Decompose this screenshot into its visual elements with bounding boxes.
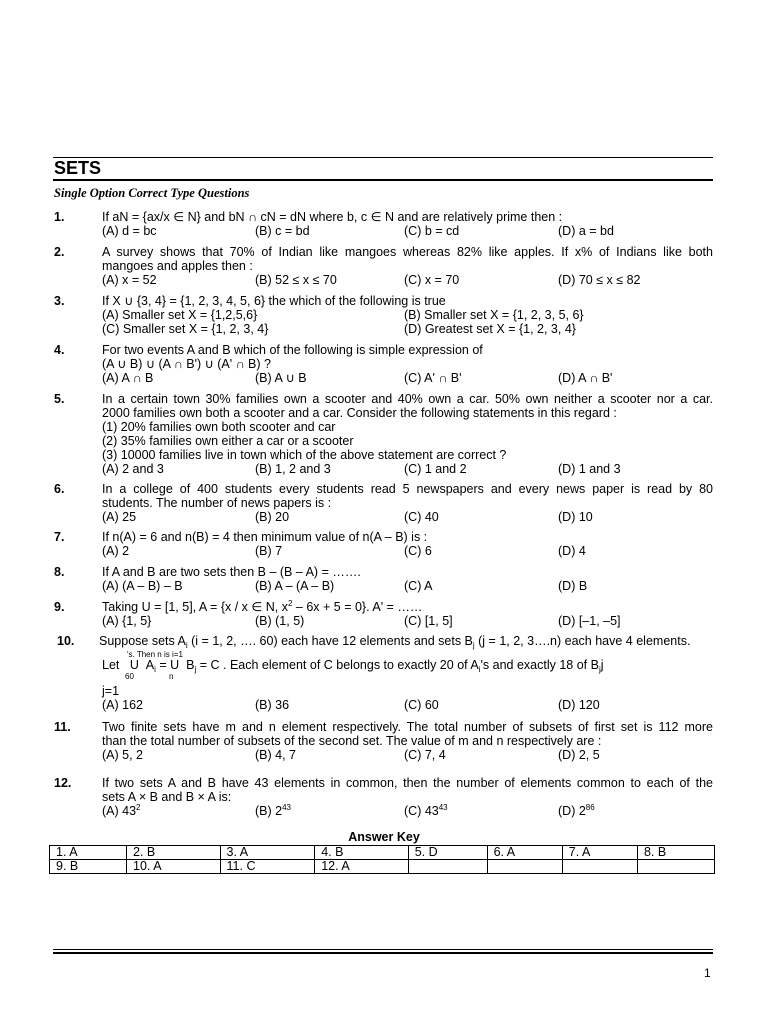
option-b: (B) 1, 2 and 3 xyxy=(255,462,331,476)
option-d: (D) 1 and 3 xyxy=(558,462,621,476)
option-b: (B) 20 xyxy=(255,510,290,524)
question-number: 2. xyxy=(54,245,65,259)
question-text: If n(A) = 6 and n(B) = 4 then minimum value of n(A – B) is : xyxy=(102,530,428,544)
answer-cell xyxy=(487,860,562,874)
question-text: In a college of 400 students every students read 5 newspapers and every news paper is read by 80 xyxy=(102,482,713,496)
option-d: (D) a = bd xyxy=(558,224,614,238)
answer-cell xyxy=(637,860,714,874)
question-text: 2000 families own both a scooter and a car. Consider the following statements in this regard : xyxy=(102,406,617,420)
option-a: (A) d = bc xyxy=(102,224,157,238)
statement-1: (1) 20% families own both scooter and car xyxy=(102,420,336,434)
option-d: (D) 2, 5 xyxy=(558,748,600,762)
question-number: 3. xyxy=(54,294,65,308)
option-a: (A) Smaller set X = {1,2,5,6} xyxy=(102,308,258,322)
question-number: 9. xyxy=(54,600,65,614)
option-a: (A) $43^2$ xyxy=(102,803,141,818)
question-text: mangoes and apples then : xyxy=(102,259,253,273)
option-d: (D) 10 xyxy=(558,510,593,524)
section-subtitle: Single Option Correct Type Questions xyxy=(54,186,250,200)
question-number: 7. xyxy=(54,530,65,544)
option-a: (A) (A – B) – B xyxy=(102,579,183,593)
answer-cell: 2. B xyxy=(127,846,221,860)
title-rule xyxy=(53,179,713,181)
option-b: (B) 52 ≤ x ≤ 70 xyxy=(255,273,337,287)
option-a: (A) {1, 5} xyxy=(102,614,152,628)
table-row xyxy=(50,846,715,860)
option-c: (C) 7, 4 xyxy=(404,748,446,762)
question-number: 11. xyxy=(54,720,71,734)
question-number: 12. xyxy=(54,776,72,790)
option-c: (C) 60 xyxy=(404,698,439,712)
statement-3: (3) 10000 families live in town which of the above statement are correct ? xyxy=(102,448,507,462)
answer-key-title: Answer Key xyxy=(348,830,420,844)
question-text: If A and B are two sets then B – (B – A) = ……. xyxy=(102,565,361,579)
answer-cell: 7. A xyxy=(562,846,637,860)
option-c: (C) [1, 5] xyxy=(404,614,453,628)
answer-key-table xyxy=(49,845,715,874)
question-text: students. The number of news papers is : xyxy=(102,496,332,510)
union-upper-limit: 's. Then n is xyxy=(127,650,170,659)
option-d: (D) 120 xyxy=(558,698,600,712)
union-lower-limit: 60 xyxy=(125,672,134,681)
option-a: (A) A ∩ B xyxy=(102,371,154,385)
question-text: In a certain town 30% families own a scooter and 40% own a car. 50% own neither a scooter nor a car. xyxy=(102,392,713,406)
answer-cell xyxy=(408,860,487,874)
option-d: (D) B xyxy=(558,579,588,593)
option-b: (B) $2^{43}$ xyxy=(255,803,291,818)
table-row xyxy=(50,860,715,874)
option-b: (B) A – (A – B) xyxy=(255,579,335,593)
option-b: (B) Smaller set X = {1, 2, 3, 5, 6} xyxy=(404,308,584,322)
union-upper-limit: i=1 xyxy=(172,650,183,659)
question-text: Suppose sets $A_i$ (i = 1, 2, …. 60) each have 12 elements and sets $B_j$ (j = 1, 2, 3….n) each have 4 elements. xyxy=(99,634,691,650)
question-number: 10. xyxy=(57,634,75,648)
answer-cell xyxy=(562,860,637,874)
page-number: 1 xyxy=(704,966,711,980)
answer-cell: 5. D xyxy=(408,846,487,860)
option-c: (C) Smaller set X = {1, 2, 3, 4} xyxy=(102,322,269,336)
union-lower-limit: n xyxy=(169,672,174,681)
option-a: (A) x = 52 xyxy=(102,273,157,287)
option-d: (D) 4 xyxy=(558,544,586,558)
option-c: (C) 1 and 2 xyxy=(404,462,467,476)
option-d: (D) A ∩ B' xyxy=(558,371,613,385)
question-number: 5. xyxy=(54,392,65,406)
question-text: Two finite sets have m and n element respectively. The total number of subsets of first set is 112 more xyxy=(102,720,713,734)
question-text: If aN = {ax/x ∈ N} and bN ∩ cN = dN where b, c ∈ N and are relatively prime then : xyxy=(102,210,563,224)
question-text: If two sets A and B have 43 elements in common, then the number of elements common to each of the xyxy=(102,776,713,790)
page-title: SETS xyxy=(54,158,102,178)
option-a: (A) 162 xyxy=(102,698,143,712)
footer-rule xyxy=(53,952,713,954)
option-a: (A) 2 and 3 xyxy=(102,462,164,476)
option-c: (C) A' ∩ B' xyxy=(404,371,462,385)
option-d: (D) Greatest set X = {1, 2, 3, 4} xyxy=(404,322,576,336)
question-text: (A ∪ B) ∪ (A ∩ B') ∪ (A' ∩ B) ? xyxy=(102,357,271,371)
option-d: (D) [–1, –5] xyxy=(558,614,621,628)
question-text: Taking U = [1, 5], A = {x / x ∈ N, $x^2 - 6x + 5 = 0$}. A' = …… xyxy=(102,599,423,614)
option-c: (C) $43^{43}$ xyxy=(404,803,448,818)
top-rule xyxy=(53,157,713,158)
option-d: (D) 70 ≤ x ≤ 82 xyxy=(558,273,641,287)
question-text: sets A × B and B × A is: xyxy=(102,790,232,804)
answer-cell: 12. A xyxy=(315,860,409,874)
question-text: j=1 xyxy=(102,684,120,698)
question-number: 4. xyxy=(54,343,65,357)
option-a: (A) 2 xyxy=(102,544,130,558)
question-text: For two events A and B which of the following is simple expression of xyxy=(102,343,483,357)
answer-cell: 11. C xyxy=(220,860,315,874)
option-c: (C) A xyxy=(404,579,433,593)
option-d: (D) $2^{86}$ xyxy=(558,803,595,818)
option-c: (C) x = 70 xyxy=(404,273,460,287)
option-b: (B) 4, 7 xyxy=(255,748,296,762)
question-text: If X ∪ {3, 4} = {1, 2, 3, 4, 5, 6} the which of the following is true xyxy=(102,294,446,308)
footer-rule xyxy=(53,949,713,950)
answer-cell: 3. A xyxy=(220,846,315,860)
question-text: A survey shows that 70% of Indian like mangoes whereas 82% like apples. If x% of Indians like both xyxy=(102,245,713,259)
answer-cell: 9. B xyxy=(50,860,127,874)
answer-cell: 1. A xyxy=(50,846,127,860)
answer-cell: 8. B xyxy=(637,846,714,860)
question-text: Let U $A_i = U$ $B_j = C$ . Each element of C belongs to exactly 20 of $A_i's$ and exactly 18 of $B_jj$ xyxy=(102,658,604,674)
question-number: 8. xyxy=(54,565,65,579)
option-a: (A) 25 xyxy=(102,510,137,524)
option-c: (C) 6 xyxy=(404,544,432,558)
option-b: (B) A ∪ B xyxy=(255,371,307,385)
question-number: 6. xyxy=(54,482,65,496)
option-a: (A) 5, 2 xyxy=(102,748,143,762)
statement-2: (2) 35% families own either a car or a scooter xyxy=(102,434,354,448)
answer-cell: 6. A xyxy=(487,846,562,860)
option-b: (B) (1, 5) xyxy=(255,614,305,628)
option-b: (B) c = bd xyxy=(255,224,310,238)
answer-cell: 10. A xyxy=(127,860,221,874)
question-text: than the total number of subsets of the second set. The value of m and n respectively are : xyxy=(102,734,602,748)
option-b: (B) 36 xyxy=(255,698,290,712)
option-b: (B) 7 xyxy=(255,544,283,558)
option-c: (C) b = cd xyxy=(404,224,460,238)
answer-cell: 4. B xyxy=(315,846,409,860)
option-c: (C) 40 xyxy=(404,510,439,524)
question-number: 1. xyxy=(54,210,65,224)
